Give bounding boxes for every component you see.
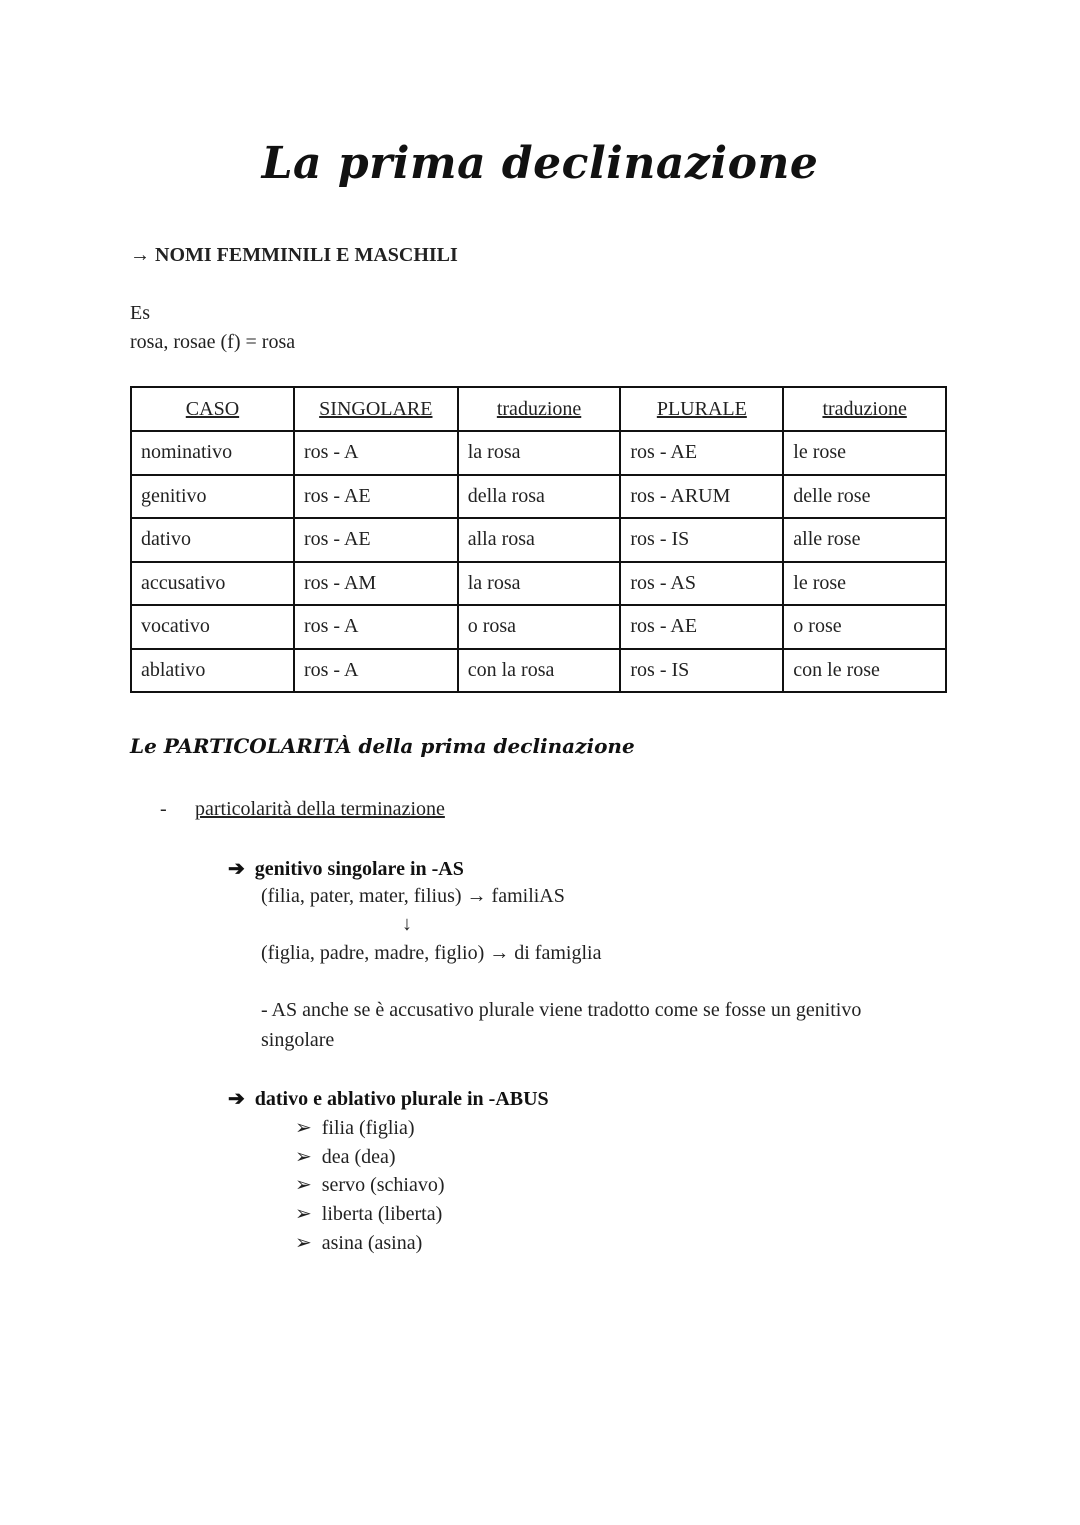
table-cell: vocativo: [131, 605, 294, 649]
arrowhead-bullet-icon: ➢: [295, 1146, 312, 1168]
genitivo-heading: [228, 856, 464, 881]
table-cell: ros - A: [294, 431, 458, 475]
arrow-right-icon: ➔: [228, 1088, 245, 1110]
arrowhead-bullet-icon: ➢: [295, 1203, 312, 1225]
header-traduzione-plurale: traduzione: [783, 387, 946, 431]
table-cell: ros - AE: [294, 518, 458, 562]
list-item: [295, 1115, 415, 1140]
table-cell: della rosa: [458, 475, 621, 519]
table-cell: o rose: [783, 605, 946, 649]
arrowhead-bullet-icon: ➢: [295, 1117, 312, 1139]
table-cell: accusativo: [131, 562, 294, 606]
header-traduzione-singolare: traduzione: [458, 387, 621, 431]
dativo-title: dativo e ablativo plurale in -ABUS: [254, 1088, 549, 1110]
table-cell: ros - ARUM: [620, 475, 783, 519]
list-item: [295, 1144, 396, 1169]
table-cell: la rosa: [458, 562, 621, 606]
table-cell: ros - AS: [620, 562, 783, 606]
table-row: [131, 605, 946, 649]
table-header-row: [131, 387, 946, 431]
dash-bullet: -: [160, 798, 167, 820]
table-cell: le rose: [783, 562, 946, 606]
table-cell: la rosa: [458, 431, 621, 475]
table-cell: o rosa: [458, 605, 621, 649]
dativo-heading: [228, 1086, 549, 1111]
table-cell: delle rose: [783, 475, 946, 519]
genitivo-latin-line: (filia, pater, mater, filius) → familiAS: [261, 885, 565, 907]
table-cell: alla rosa: [458, 518, 621, 562]
example-label: Es: [130, 302, 150, 324]
genitivo-title: genitivo singolare in -AS: [254, 858, 464, 880]
table-cell: ros - A: [294, 605, 458, 649]
table-cell: ros - AE: [620, 431, 783, 475]
table-cell: ros - A: [294, 649, 458, 693]
header-singolare: SINGOLARE: [294, 387, 458, 431]
table-cell: dativo: [131, 518, 294, 562]
table-cell: alle rose: [783, 518, 946, 562]
declension-table: [130, 386, 947, 693]
table-cell: ros - IS: [620, 518, 783, 562]
list-item: [295, 1172, 445, 1197]
table-row: [131, 431, 946, 475]
table-row: [131, 518, 946, 562]
down-arrow-icon: ↓: [402, 913, 412, 935]
header-caso: CASO: [131, 387, 294, 431]
table-cell: ros - IS: [620, 649, 783, 693]
particolarita-heading: Le PARTICOLARITÀ della prima declinazione: [130, 734, 635, 758]
arrow-right-icon: ➔: [228, 858, 245, 880]
table-cell: genitivo: [131, 475, 294, 519]
table-cell: ros - AM: [294, 562, 458, 606]
arrowhead-bullet-icon: ➢: [295, 1174, 312, 1196]
list-item-text: liberta (liberta): [321, 1203, 443, 1225]
table-cell: le rose: [783, 431, 946, 475]
table-cell: ros - AE: [620, 605, 783, 649]
page-title: La prima declinazione: [261, 138, 819, 189]
table-row: [131, 649, 946, 693]
genitivo-note-line2: singolare: [261, 1029, 335, 1051]
table-row: [131, 562, 946, 606]
header-plurale: PLURALE: [620, 387, 783, 431]
genitivo-note-line1: - AS anche se è accusativo plurale viene tradotto come se fosse un genitivo: [261, 999, 862, 1021]
table-cell: nominativo: [131, 431, 294, 475]
list-item: [295, 1201, 442, 1226]
table-cell: ros - AE: [294, 475, 458, 519]
list-item-text: filia (figlia): [321, 1117, 415, 1139]
list-item-text: asina (asina): [321, 1232, 423, 1254]
genitivo-italian-line: (figlia, padre, madre, figlio) → di famiglia: [261, 942, 602, 964]
arrowhead-bullet-icon: ➢: [295, 1232, 312, 1254]
list-item-text: dea (dea): [321, 1146, 396, 1168]
table-cell: con le rose: [783, 649, 946, 693]
table-cell: con la rosa: [458, 649, 621, 693]
table-row: [131, 475, 946, 519]
example-word: rosa, rosae (f) = rosa: [130, 331, 296, 353]
terminazione-subheading: particolarità della terminazione: [195, 798, 445, 820]
list-item: [295, 1230, 422, 1255]
table-cell: ablativo: [131, 649, 294, 693]
list-item-text: servo (schiavo): [321, 1174, 445, 1196]
section-heading: → NOMI FEMMINILI E MASCHILI: [130, 244, 458, 266]
